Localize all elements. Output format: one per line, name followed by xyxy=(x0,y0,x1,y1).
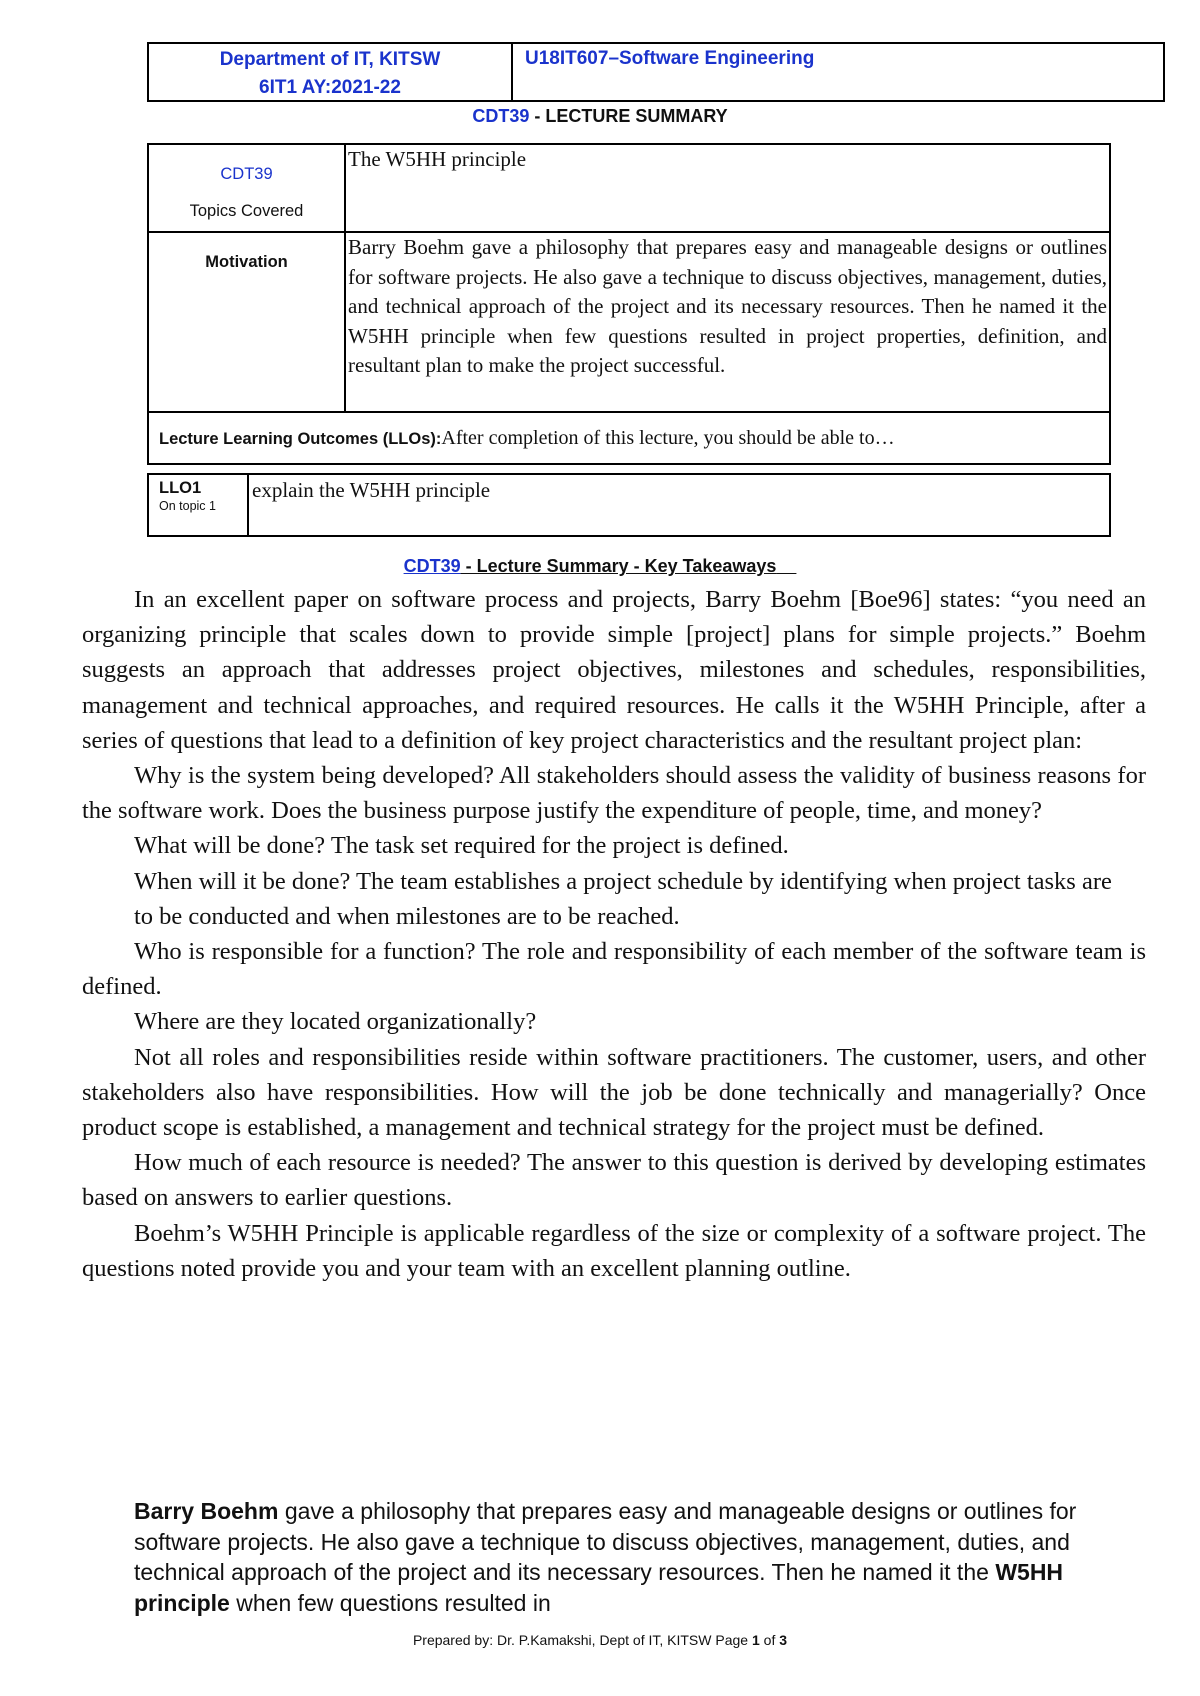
summary-paragraph xyxy=(134,1496,1134,1618)
header-dept-line2: 6IT1 AY:2021-22 xyxy=(259,77,401,98)
body-paragraph: When will it be done? The team establishes a project schedule by identifying when project tasks are to be conducted and when milestones are to be reached. xyxy=(134,867,1112,930)
lecture-summary-title xyxy=(0,106,1200,127)
summary-term: W5HH principle xyxy=(134,1559,1064,1616)
llo-heading-bold: Lecture Learning Outcomes (LLOs): xyxy=(159,429,442,448)
motivation-text: Barry Boehm gave a philosophy that prepares easy and manageable designs or outlines for software projects. He also gave a technique to discuss objectives, management, duties, and technical approach of the project and its necessary resources. Then he named it the W5HH principle when few questions resulted in project properties, definition, and resultant plan to make the project successful. xyxy=(348,235,1107,377)
body-paragraph: How much of each resource is needed? The answer to this question is derived by developing estimates based on answers to earlier questions. xyxy=(82,1149,1146,1212)
motivation-label-cell xyxy=(148,232,345,412)
footer-of: of xyxy=(759,1632,780,1648)
header-dept-line1: Department of IT, KITSW xyxy=(219,49,441,70)
summary-name: Barry Boehm xyxy=(134,1498,279,1524)
llo-heading-row xyxy=(148,412,1110,464)
llo-id: LLO1 xyxy=(159,479,202,497)
llo-row xyxy=(148,474,1110,536)
summary-paragraph-text xyxy=(134,1496,1134,1618)
motivation-label: Motivation xyxy=(205,253,288,271)
topics-label: Topics Covered xyxy=(189,202,304,220)
key-takeaways-code: CDT39 xyxy=(403,556,461,576)
key-takeaways-title xyxy=(0,556,1200,577)
topics-label-cell xyxy=(148,144,345,232)
topics-value: The W5HH principle xyxy=(348,147,527,171)
llo-text-cell xyxy=(248,474,1110,536)
motivation-row xyxy=(148,232,1110,412)
llo-table xyxy=(147,473,1111,537)
key-takeaways-body xyxy=(82,582,1146,1286)
body-paragraph: Who is responsible for a function? The role and responsibility of each member of the software team is defined. xyxy=(82,938,1146,1001)
body-paragraph: In an excellent paper on software process and projects, Barry Boehm [Boe96] states: “you need an organizing principle that scales down to provide simple [project] plans for simple projects.” Boehm suggests an approach that addresses project objectives, milestones and schedules, responsibilities, management and technical approaches, and required resources. He calls it the W5HH Principle, after a series of questions that lead to a definition of key project characteristics and the resultant project plan: xyxy=(82,586,1146,754)
header-department xyxy=(149,44,513,100)
topics-row xyxy=(148,144,1110,232)
key-takeaways-text: - Lecture Summary - Key Takeaways xyxy=(460,556,777,576)
footer-page-number: 1 xyxy=(751,1632,760,1648)
llo-subtitle: On topic 1 xyxy=(159,499,216,513)
body-paragraph: Not all roles and responsibilities reside within software practitioners. The customer, users, and other stakeholders also have responsibilities. How will the job be done technically and managerially? Once product scope is established, a management and technical strategy for the project must be defined. xyxy=(82,1043,1146,1142)
key-takeaways-tail xyxy=(776,556,796,576)
footer-page-total: 3 xyxy=(779,1632,788,1648)
summary-part2: when few questions resulted in xyxy=(229,1589,551,1616)
body-paragraph: What will be done? The task set required for the project is defined. xyxy=(134,832,789,860)
page-footer xyxy=(0,1632,1200,1648)
footer-prefix: Prepared by: Dr. P.Kamakshi, Dept of IT, KITSW Page xyxy=(412,1632,752,1648)
header-box xyxy=(147,42,1165,102)
llo-id-cell xyxy=(148,474,248,536)
summary-title-text: - LECTURE SUMMARY xyxy=(529,106,728,126)
motivation-text-cell xyxy=(345,232,1110,412)
lecture-summary-table xyxy=(147,143,1111,465)
summary-code: CDT39 xyxy=(472,106,530,126)
llo-text: explain the W5HH principle xyxy=(252,478,491,502)
llo-heading-cell xyxy=(148,412,1110,464)
llo-heading-text: After completion of this lecture, you should be able to… xyxy=(441,426,895,449)
topics-value-cell xyxy=(345,144,1110,232)
body-paragraph: Boehm’s W5HH Principle is applicable regardless of the size or complexity of a software project. The questions noted provide you and your team with an excellent planning outline. xyxy=(82,1219,1146,1282)
body-paragraph: Where are they located organizationally? xyxy=(134,1008,537,1036)
body-paragraph: Why is the system being developed? All stakeholders should assess the validity of business reasons for the software work. Does the business purpose justify the expenditure of people, time, and money? xyxy=(82,762,1146,825)
summary-part1: gave a philosophy that prepares easy and manageable designs or outlines for software projects. He also gave a technique to discuss objectives, management, duties, and technical approach of the project and its necessary resources. Then he named it the xyxy=(134,1498,1077,1585)
header-course: U18IT607–Software Engineering xyxy=(525,48,815,69)
topics-code: CDT39 xyxy=(220,165,273,183)
